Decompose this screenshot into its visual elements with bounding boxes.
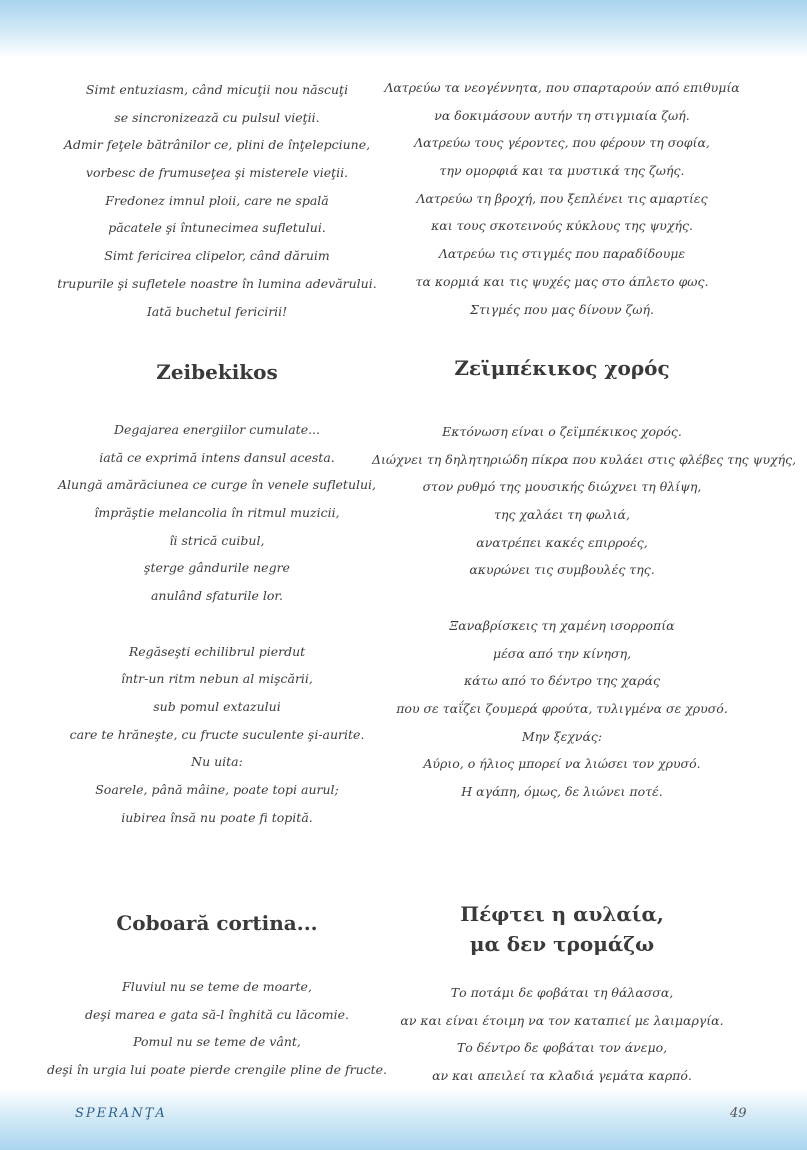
poem-line: ανατρέπει κακές επιρροές,	[476, 534, 648, 550]
poem-line: Λατρεύω τους γέροντες, που φέρουν τη σοφία,	[414, 135, 710, 151]
poem-line: αν και απειλεί τα κλαδιά γεμάτα καρπό.	[432, 1068, 692, 1084]
poem-line: deşi marea e gata să-l înghită cu lăcomie.	[85, 1006, 349, 1022]
left-stanza-4	[27, 973, 407, 1084]
stanza-gap	[372, 584, 752, 612]
right-stanza-2	[372, 418, 797, 806]
poem-line: Μην ξεχνάς:	[521, 728, 603, 744]
poem-line: Pomul nu se teme de vânt,	[133, 1034, 301, 1050]
poem-line: Simt entuziasm, când micuţii nou născuţi	[85, 82, 349, 97]
poem-line: Alungă amărăciunea ce curge în venele sufletului,	[57, 477, 377, 493]
poem-line: κάτω από το δέντρο της χαράς	[463, 673, 661, 689]
poem-line: τα κορμιά και τις ψυχές μας στο άπλετο φως.	[415, 273, 709, 289]
left-heading-cortina: Coboară cortina...	[116, 911, 318, 935]
poem-line: της χαλάει τη φωλιά,	[494, 507, 630, 523]
poem-line: Nu uita:	[191, 754, 243, 770]
poem-line: care te hrăneşte, cu fructe suculente şi-aurite.	[69, 726, 365, 742]
poem-line: sub pomul extazului	[153, 698, 281, 714]
right-stanza-1	[372, 74, 752, 323]
poem-line: Το ποτάμι δε φοβάται τη θάλασσα,	[450, 985, 674, 1000]
poem-line: Fluviul nu se teme de moarte,	[122, 979, 312, 994]
poem-line: anulând sfaturile lor.	[150, 588, 284, 604]
poem-line: και τους σκοτεινούς κύκλους της ψυχής.	[431, 218, 693, 234]
poem-line: Το δέντρο δε φοβάται τον άνεμο,	[456, 1040, 668, 1056]
left-stanza-2	[27, 416, 407, 831]
header-band	[0, 0, 807, 58]
left-stanza-1	[27, 76, 407, 325]
poem-line: Simt fericirea clipelor, când dăruim	[104, 248, 330, 264]
poem-line: Ξαναβρίσκεις τη χαμένη ισορροπία	[449, 617, 675, 633]
poem-line: îi strică cuibul,	[169, 532, 265, 548]
poem-line: vorbesc de frumuseţea şi misterele vieţii.	[85, 165, 349, 181]
poem-line: να δοκιμάσουν αυτήν τη στιγμιαία ζωή.	[434, 107, 690, 123]
poem-line: deşi în urgia lui poate pierde crengile pline de fructe.	[46, 1062, 388, 1078]
left-heading-zeibekikos: Zeibekikos	[156, 360, 278, 384]
poem-line: Fredonez imnul ploii, care ne spală	[105, 192, 329, 208]
stanza-gap	[27, 610, 407, 638]
poem-line: Λατρεύω τη βροχή, που ξεπλένει τις αμαρτίες	[416, 190, 708, 206]
poem-line: που σε ταΐζει ζουμερά φρούτα, τυλιγμένα σε χρυσό.	[396, 700, 728, 716]
page-number: 49	[730, 1106, 747, 1121]
poem-line: Η αγάπη, όμως, δε λιώνει ποτέ.	[461, 783, 663, 799]
poem-line: Λατρεύω τις στιγμές που παραδίδουμε	[438, 246, 686, 262]
poem-line: Λατρεύω τα νεογέννητα, που σπαρταρούν από επιθυμία	[384, 80, 740, 95]
poem-line: στον ρυθμό της μουσικής διώχνει τη θλίψη,	[422, 479, 702, 495]
poem-line: Διώχνει τη δηλητηριώδη πίκρα που κυλάει στις φλέβες της ψυχής,	[372, 451, 797, 467]
poem-line: trupurile şi sufletele noastre în lumina adevărului.	[57, 275, 377, 291]
right-heading-zeibekikos: Ζεϊμπέκικος χορός	[454, 356, 670, 380]
poem-line: Iată buchetul fericirii!	[146, 303, 288, 319]
right-heading-cortina-line-2: μα δεν τρομάζω	[469, 932, 655, 956]
right-heading-cortina-line-1: Πέφτει η αυλαία,	[460, 902, 664, 926]
poem-line: într-un ritm nebun al mişcării,	[121, 671, 313, 687]
poem-line: Regăseşti echilibrul pierdut	[128, 643, 306, 659]
poem-line: se sincronizează cu pulsul vieţii.	[114, 109, 320, 125]
poem-line: αν και είναι έτοιμη να τον καταπιεί με λαιμαργία.	[400, 1012, 724, 1028]
poem-line: şterge gândurile negre	[144, 560, 290, 576]
poem-line: păcatele şi întunecimea sufletului.	[108, 220, 326, 236]
poem-line: Admir feţele bătrânilor ce, plini de înţelepciune,	[63, 137, 371, 153]
poem-line: Εκτόνωση είναι ο ζεϊμπέκικος χορός.	[442, 424, 682, 439]
poem-line: împrăştie melancolia în ritmul muzicii,	[94, 505, 340, 521]
poem-line: iată ce exprimă intens dansul acesta.	[99, 449, 335, 465]
poem-line: Στιγμές που μας δίνουν ζωή.	[470, 301, 654, 317]
poem-line: Soarele, până mâine, poate topi aurul;	[95, 781, 339, 797]
poem-line: iubirea însă nu poate fi topită.	[121, 809, 313, 825]
poem-line: την ομορφιά και τα μυστικά της ζωής.	[439, 163, 685, 179]
poem-line: Degajarea energiilor cumulate...	[113, 422, 321, 437]
poem-line: μέσα από την κίνηση,	[492, 645, 632, 661]
poem-line: ακυρώνει τις συμβουλές της.	[469, 562, 655, 578]
right-stanza-4	[372, 979, 752, 1090]
magazine-name: SPERANŢA	[75, 1106, 167, 1121]
poem-line: Αύριο, ο ήλιος μπορεί να λιώσει τον χρυσό.	[423, 756, 701, 772]
